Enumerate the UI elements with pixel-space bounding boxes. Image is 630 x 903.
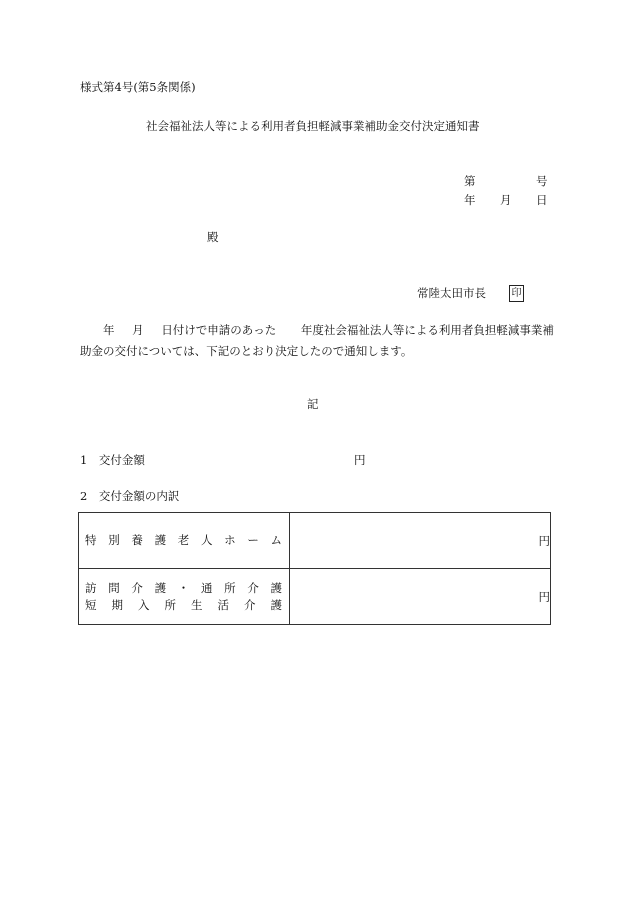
breakdown-amount-cell: [290, 513, 551, 569]
addressee-suffix: 殿: [207, 230, 219, 244]
body-text-line-1: [80, 325, 554, 337]
item1-label: 1 交付金額: [80, 453, 145, 467]
form-number: 様式第4号(第5条関係): [80, 80, 196, 94]
body-month: 月: [132, 323, 144, 337]
seal-mark: 印: [509, 285, 524, 302]
breakdown-table: [78, 512, 551, 625]
breakdown-label-line: 短 期 入 所 生 活 介 護: [85, 597, 282, 612]
date-month-label: 月: [500, 193, 512, 207]
breakdown-label-line: 訪 問 介 護 ・ 通 所 介 護: [85, 580, 282, 595]
breakdown-label-cell: [79, 569, 290, 625]
breakdown-label-line: 特 別 養 護 老 人 ホ ー ム: [85, 533, 282, 547]
body-text-line-2: 助金の交付については、下記のとおり決定したので通知します。: [80, 344, 413, 358]
date-day-label: 日: [536, 193, 548, 207]
issuer-name: 常陸太田市長: [417, 286, 486, 300]
number-suffix: 号: [536, 174, 548, 188]
breakdown-row: [79, 569, 551, 625]
breakdown-amount-cell: [290, 569, 551, 625]
number-prefix: 第: [464, 174, 476, 188]
breakdown-table-body: [79, 513, 551, 625]
body-fiscal-phrase: 年度社会福祉法人等による利用者負担軽減事業補: [300, 323, 554, 337]
date-year-label: 年: [464, 193, 476, 207]
document-title: 社会福祉法人等による利用者負担軽減事業補助金交付決定通知書: [146, 119, 480, 133]
item2-label: 2 交付金額の内訳: [80, 489, 180, 503]
item1-unit: 円: [354, 453, 366, 467]
breakdown-label-cell: [79, 513, 290, 569]
breakdown-unit: 円: [538, 589, 550, 604]
body-year: 年: [103, 323, 115, 337]
body-day-phrase: 日付けで申請のあった: [161, 323, 277, 337]
ki-heading: 記: [307, 397, 319, 411]
breakdown-row: [79, 513, 551, 569]
breakdown-unit: 円: [538, 533, 550, 548]
